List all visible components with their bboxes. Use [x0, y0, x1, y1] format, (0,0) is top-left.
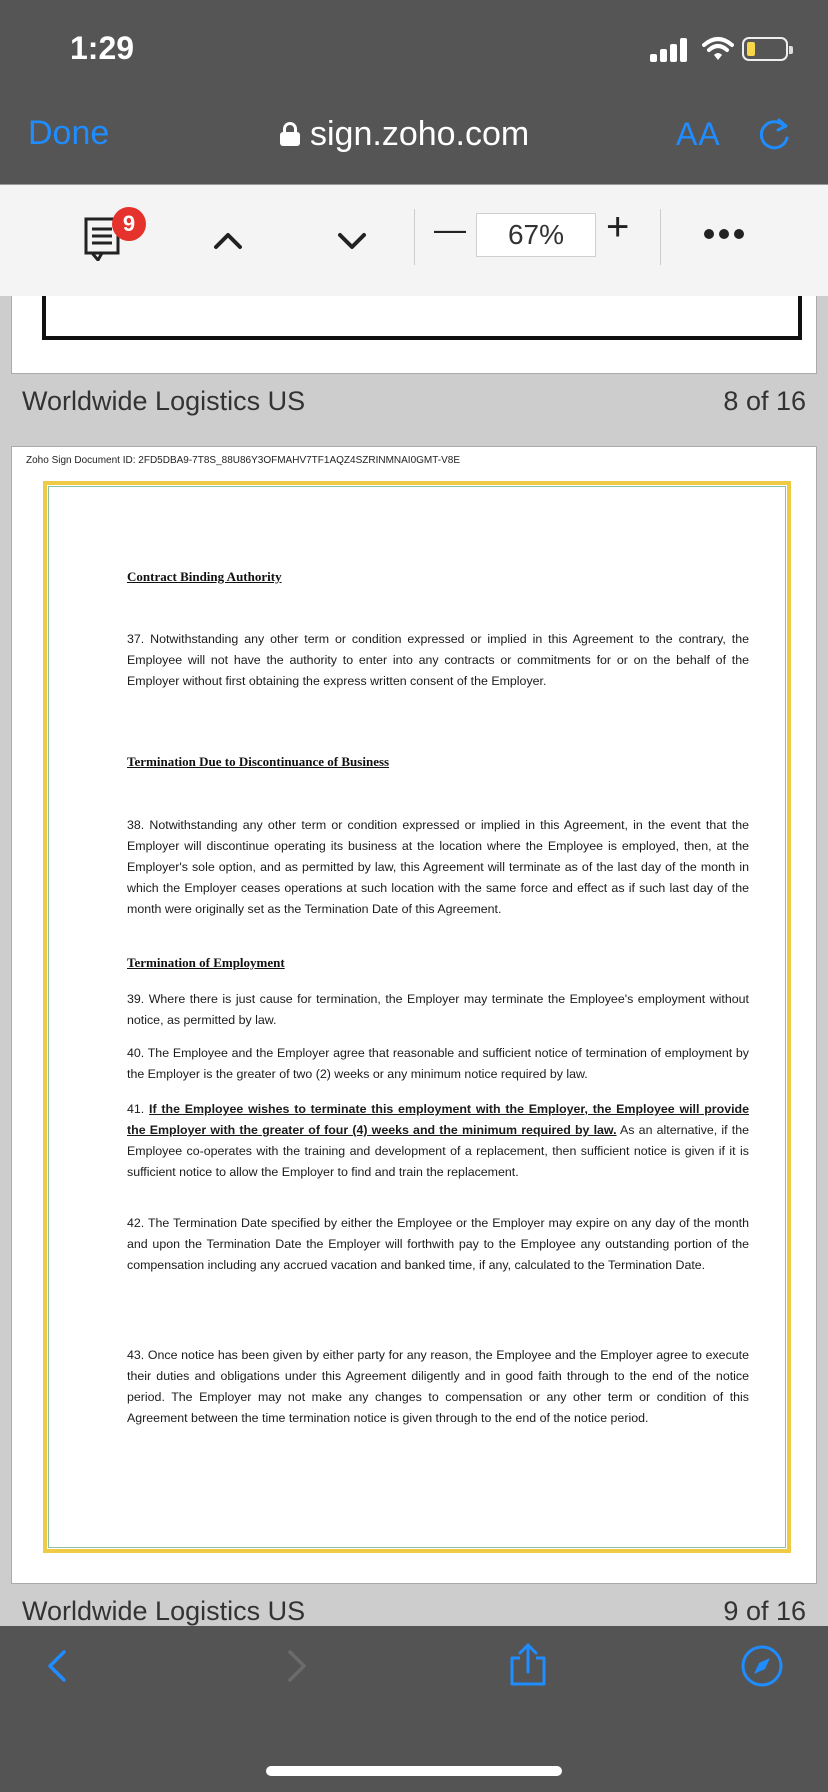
page-number: 8 of 16: [723, 386, 806, 416]
section-heading: Termination of Employment: [127, 955, 285, 970]
reload-icon[interactable]: [755, 116, 793, 154]
document-id: Zoho Sign Document ID: 2FD5DBA9-7T8S_88U86Y3OFMAHV7TF1AQZ4SZRINMNAI0GMT-V8E: [26, 455, 461, 466]
browser-bottom-bar: [0, 1626, 828, 1792]
lock-icon: [280, 122, 300, 146]
cellular-signal-icon: [650, 36, 692, 62]
clause-41-emphasis: If the Employee wishes to terminate this employment with the Employer, the Employee will provide the Employer with the greater of four (4) weeks and the minimum required by law.: [127, 1102, 749, 1137]
page-frame: [42, 296, 802, 340]
clause-41-number: 41.: [127, 1102, 145, 1116]
address-bar[interactable]: [280, 112, 529, 156]
home-indicator: [266, 1766, 562, 1776]
clause-41-rest: As an alternative, if the Employee co-operates with the training and development of a replacement, then sufficient notice is given if it is sufficient notice to allow the Employer to find and train the replacement.: [127, 1123, 749, 1179]
pdf-toolbar: [0, 184, 828, 296]
browser-top-bar: [0, 0, 828, 184]
section-heading: Termination Due to Discontinuance of Business: [127, 754, 390, 769]
more-icon[interactable]: [704, 229, 744, 239]
zoom-out-button[interactable]: —: [434, 211, 466, 247]
text-size-button[interactable]: AA: [676, 116, 721, 152]
chevron-down-icon[interactable]: [330, 219, 374, 263]
page-title: Worldwide Logistics US: [22, 1596, 306, 1626]
section-heading: Contract Binding Authority: [127, 569, 282, 584]
zoom-in-button[interactable]: +: [606, 205, 630, 249]
clause-42: 42. The Termination Date specified by either the Employee or the Employer may expire on any day of the month and upon the Termination Date the Employer will forthwith pay to the Employee any outstanding portion of the compensation including any accrued vacation and banked time, if any, calculated to the Termination Date.: [127, 1216, 749, 1272]
battery-icon: [742, 37, 788, 61]
page-number: 9 of 16: [723, 1596, 806, 1626]
status-time: 1:29: [70, 30, 135, 66]
done-button[interactable]: Done: [28, 114, 110, 152]
clause-43: 43. Once notice has been given by either party for any reason, the Employee and the Employer agree to execute their duties and obligations under this Agreement diligently and in good faith through to the end of the notice period. The Employer may not make any changes to compensation or any other term or condition of this Agreement between the time termination notice is given through to the end of the notice period.: [127, 1348, 749, 1425]
compass-icon[interactable]: [740, 1644, 784, 1688]
page-title: Worldwide Logistics US: [22, 386, 306, 416]
zoom-level-field[interactable]: 67%: [476, 213, 596, 257]
toolbar-divider: [414, 209, 415, 265]
chevron-up-icon[interactable]: [206, 219, 250, 263]
clause-41: [127, 1099, 749, 1183]
clause-37: 37. Notwithstanding any other term or condition expressed or implied in this Agreement to the contrary, the Employee will not have the authority to enter into any contracts or commitments for or on the behalf of the Employer without first obtaining the express written consent of the Employer.: [127, 632, 749, 688]
back-icon[interactable]: [38, 1646, 78, 1686]
clause-38: 38. Notwithstanding any other term or condition expressed or implied in this Agreement, in the event that the Employer will discontinue operating its business at the location where the Employee is employed, then, at the Employer's sole option, and as permitted by law, this Agreement will terminate as of the last day of the month in which the Employer ceases operations at such location with the same force and effect as if such last day of the month were originally set as the Termination Date of this Agreement.: [127, 818, 749, 916]
wifi-icon: [702, 36, 734, 62]
clause-40: 40. The Employee and the Employer agree that reasonable and sufficient notice of termination of employment by the Employer is the greater of two (2) weeks or any minimum notice required by law.: [127, 1046, 749, 1081]
notes-count-badge: 9: [112, 207, 146, 241]
previous-page: [11, 296, 817, 374]
url-text: sign.zoho.com: [310, 114, 530, 153]
document-page: [11, 446, 817, 1584]
clause-39: 39. Where there is just cause for termination, the Employer may terminate the Employee's employment without notice, as permitted by law.: [127, 992, 749, 1027]
forward-icon[interactable]: [276, 1646, 316, 1686]
share-icon[interactable]: [506, 1642, 550, 1688]
toolbar-divider: [660, 209, 661, 265]
